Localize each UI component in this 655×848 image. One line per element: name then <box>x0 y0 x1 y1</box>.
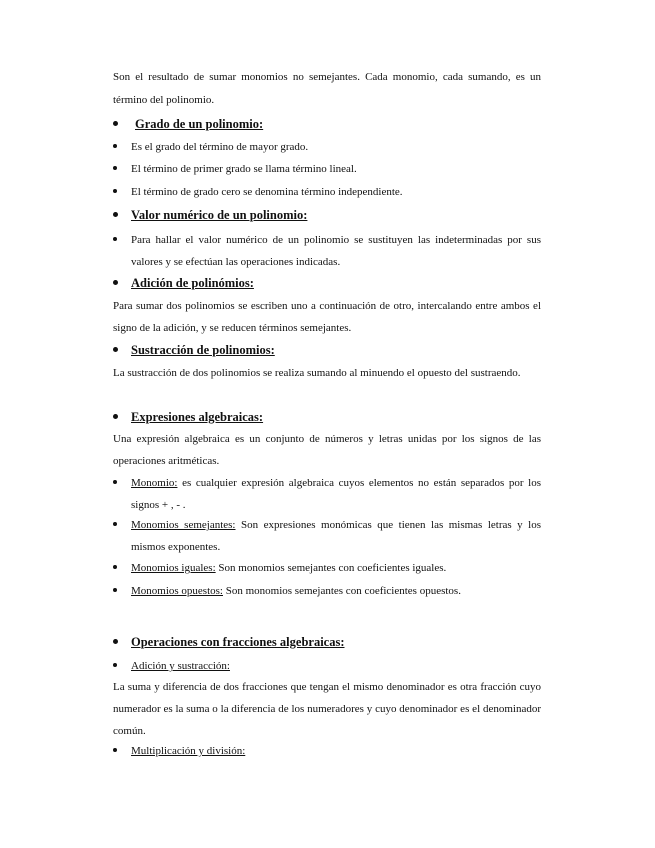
bullet-icon <box>113 204 125 226</box>
list-item: Monomios iguales: Son monomios semejantes con coeficientes iguales. <box>113 557 541 579</box>
bullet-icon <box>113 113 125 135</box>
paragraph-sustraccion: La sustracción de dos polinomios se realiza sumando al minuendo el opuesto del sustraendo. <box>113 367 521 379</box>
bullet-icon <box>113 181 125 203</box>
bullet-icon <box>113 136 125 158</box>
term: Monomio: <box>131 477 178 489</box>
paragraph-fracciones: La suma y diferencia de dos fracciones que tengan el mismo denominador es otra fracción cuyo numerador es la suma o la diferencia de los numeradores y cuyo denominador es el denominador común. <box>113 681 541 737</box>
bullet-icon <box>113 514 125 536</box>
bullet-icon <box>113 472 125 494</box>
subheading-adicion-sustraccion: Adición y sustracción: <box>113 655 541 677</box>
list-item: El término de primer grado se llama término lineal. <box>113 158 541 180</box>
bullet-icon <box>113 631 125 653</box>
bullet-icon <box>113 580 125 602</box>
bullet-icon <box>113 655 125 677</box>
heading-valor: Valor numérico de un polinomio: <box>113 204 541 226</box>
bullet-icon <box>113 406 125 428</box>
bullet-icon <box>113 158 125 180</box>
list-item: Monomios opuestos: Son monomios semejantes con coeficientes opuestos. <box>113 580 541 602</box>
subheading-multiplicacion-division: Multiplicación y división: <box>113 740 541 762</box>
bullet-icon <box>113 740 125 762</box>
bullet-icon <box>113 557 125 579</box>
heading-adicion: Adición de polinómios: <box>113 272 541 294</box>
bullet-icon <box>113 272 125 294</box>
paragraph-expresiones: Una expresión algebraica es un conjunto de números y letras unidas por los signos de las operaciones aritméticas. <box>113 433 541 467</box>
heading-grado: Grado de un polinomio: <box>113 113 541 135</box>
term: Monomios semejantes: <box>131 519 236 531</box>
list-item: Para hallar el valor numérico de un polinomio se sustituyen las indeterminadas por sus valores y se efectúan las operaciones indicadas. <box>113 229 541 273</box>
term: Monomios opuestos: <box>131 585 223 597</box>
list-item: Monomio: es cualquier expresión algebraica cuyos elementos no están separados por los signos + , - . <box>113 472 541 516</box>
paragraph-adicion: Para sumar dos polinomios se escriben uno a continuación de otro, intercalando entre ambos el signo de la adición, y se reducen términos semejantes. <box>113 300 541 334</box>
heading-sustraccion: Sustracción de polinomios: <box>113 339 541 361</box>
intro-paragraph: Son el resultado de sumar monomios no semejantes. Cada monomio, cada sumando, es un término del polinomio. <box>113 71 541 106</box>
heading-fracciones: Operaciones con fracciones algebraicas: <box>113 631 541 653</box>
heading-expresiones: Expresiones algebraicas: <box>113 406 541 428</box>
list-item: El término de grado cero se denomina término independiente. <box>113 181 541 203</box>
bullet-icon <box>113 339 125 361</box>
list-item: Es el grado del término de mayor grado. <box>113 136 541 158</box>
list-item: Monomios semejantes: Son expresiones monómicas que tienen las mismas letras y los mismos exponentes. <box>113 514 541 558</box>
bullet-icon <box>113 229 125 251</box>
term: Monomios iguales: <box>131 562 216 574</box>
